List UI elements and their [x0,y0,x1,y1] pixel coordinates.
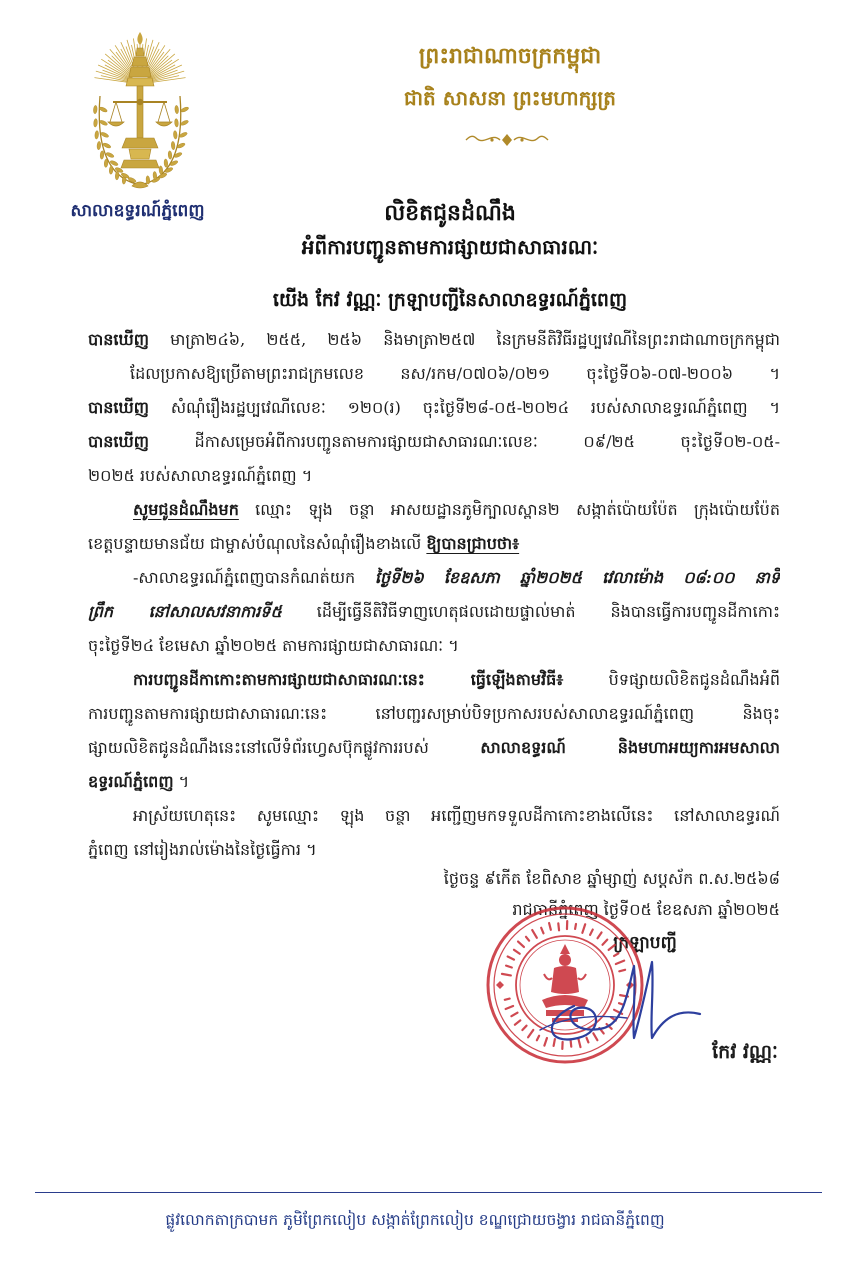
ornament-divider-icon [462,130,552,150]
national-motto: ជាតិ សាសនា ព្រះមហាក្សត្រ [404,86,616,110]
paragraph-notice-recipient [88,493,780,561]
body-text: -សាលាឧទ្ធរណ៍ភ្នំពេញបានកំណត់យក [133,568,356,587]
body-text: ផ្សាយលិខិតជូនដំណឹងនេះនៅលើទំព័រហ្វេសប៊ុកផ្លូវការរបស់ [88,738,429,757]
body-line [88,357,780,391]
body-text: ២០២៥ របស់សាលាឧទ្ធរណ៍ភ្នំពេញ ។ [88,466,313,485]
footer-address: ផ្លូវលោកតាក្របាមក ភូមិព្រែកលៀប សង្កាត់ព្រែកលៀប ខណ្ឌជ្រោយចង្វារ រាជធានីភ្នំពេញ [165,1211,665,1229]
method-heading: ការបញ្ជូនដីកាកោះតាមការផ្សាយជាសាធារណៈនេះ ធ្វើឡើងតាមវិធី៖ [133,670,564,689]
body-line [88,731,780,765]
body-line [88,697,780,731]
signature-icon [532,948,707,1048]
notice-label: សូមជូនដំណឹងមក [133,500,239,519]
body-text: បិទផ្សាយលិខិតជូនដំណឹងអំពី [608,670,780,689]
body-text: ដែលប្រកាសឱ្យប្រើតាមព្រះរាជក្រមលេខ នស/រកម/០៧០៦/០២១ ចុះថ្ងៃទី០៦-០៧-២០០៦ ។ [130,364,780,383]
document-body [88,323,780,867]
paragraph-hearing [88,561,780,663]
body-line [88,765,780,799]
body-line [88,833,780,867]
body-line [88,629,780,663]
title-line-1: លិខិតជូនដំណឹង [384,200,516,226]
hearing-room: ព្រឹក នៅសាលសវនាការទី៥ [88,602,282,621]
hearing-date: ថ្ងៃទី២៦ ខែឧសភា ឆ្នាំ២០២៥ វេលាម៉ោង ០៨:០០ នាទី [374,568,780,587]
kingdom-header [335,36,685,120]
body-line [88,425,780,459]
court-emblem-icon [80,26,200,192]
be-informed-label: ឱ្យបានជ្រាបថា៖ [426,534,520,553]
body-line [88,323,780,357]
body-text: ការបញ្ជូនតាមការផ្សាយជាសាធារណៈនេះ នៅបញ្ជរសម្រាប់បិទប្រកាសរបស់សាលាឧទ្ធរណ៍ភ្នំពេញ និងចុះ [88,704,780,723]
court-name: សាលាឧទ្ធរណ៍ភ្នំពេញ [70,201,205,221]
paragraph-conclusion [88,799,780,867]
body-line [88,527,780,561]
body-text: ដីកាសម្រេចអំពីការបញ្ជូនតាមការផ្សាយជាសាធារណៈលេខៈ ០៩/២៥ ចុះថ្ងៃទី០២-០៥- [194,432,780,451]
body-line [88,493,780,527]
kingdom-name: ព្រះរាជាណាចក្រកម្ពុជា [418,43,602,69]
paragraph-decision [88,425,780,493]
body-text: ខេត្តបន្ទាយមានជ័យ ជាម្ចាស់បំណុលនៃសំណុំរឿងខាងលើ [88,534,422,553]
signer-title: ក្រឡាបញ្ជី [613,933,677,953]
lunar-date: ថ្ងៃចន្ទ ៩កើត ខែពិសាខ ឆ្នាំម្សាញ់ សប្តស័ក ព.ស.២៥៦៨ [443,869,780,888]
body-text: មាត្រា២៤៦, ២៥៥, ២៥៦ និងមាត្រា២៥៧ នៃក្រមនីតិវិធីរដ្ឋប្បវេណីនៃព្រះរាជាណាចក្រកម្ពុជា [170,330,780,349]
body-line [88,799,780,833]
paragraph-method [88,663,780,799]
body-text: ចុះថ្ងៃទី២៤ ខែមេសា ឆ្នាំ២០២៥ តាមការផ្សាយជាសាធារណៈ ។ [88,636,459,655]
institution-names: សាលាឧទ្ធរណ៍ និងមហាអយ្យការអមសាលា [480,738,780,757]
issuer-line: យើង កែវ វណ្ណៈ ក្រឡាបញ្ជីនៃសាលាឧទ្ធរណ៍ភ្នំពេញ [272,289,628,311]
body-text: ដើម្បីធ្វើនីតិវិធីទាញហេតុផលដោយផ្ទាល់មាត់ និងបានធ្វើការបញ្ជូនដីកាកោះ [316,602,780,621]
body-text: ឈ្មោះ ឡុង ចន្ថា អាសយដ្ឋានភូមិក្បាលស្ពាន២ សង្កាត់ប៉ោយប៉ែត ក្រុងប៉ោយប៉ែត [255,500,780,519]
body-line [88,663,780,697]
document-title [50,196,850,264]
body-text: ភ្នំពេញ នៅរៀងរាល់ម៉ោងនៃថ្ងៃធ្វើការ ។ [88,840,317,859]
body-line [88,459,780,493]
footer-divider [35,1192,822,1193]
signer-name: កែវ វណ្ណៈ [712,1041,778,1063]
paragraph-case-file [88,391,780,425]
body-text: ។ [178,772,190,791]
body-line [88,391,780,425]
paragraph-legal-basis [88,323,780,391]
civil-date: រាជធានីភ្នំពេញ ថ្ងៃទី០៥ ខែឧសភា ឆ្នាំ២០២៥ [512,900,780,919]
seen-label: បានឃើញ [88,432,149,451]
title-line-2: អំពីការបញ្ជូនតាមការផ្សាយជាសាធារណៈ [301,235,599,259]
body-line [88,561,780,595]
seen-label: បានឃើញ [88,330,149,349]
body-text: សំណុំរឿងរដ្ឋប្បវេណីលេខៈ ១២០(រ) ចុះថ្ងៃទី២៨-០៥-២០២៤ របស់សាលាឧទ្ធរណ៍ភ្នំពេញ ។ [170,398,780,417]
body-line [88,595,780,629]
institution-names: ឧទ្ធរណ៍ភ្នំពេញ [88,772,174,791]
seen-label: បានឃើញ [88,398,149,417]
body-text: អាស្រ័យហេតុនេះ សូមឈ្មោះ ឡុង ចន្ថា អញ្ជើញមកទទួលដីកាកោះខាងលើនេះ នៅសាលាឧទ្ធរណ៍ [133,806,780,825]
